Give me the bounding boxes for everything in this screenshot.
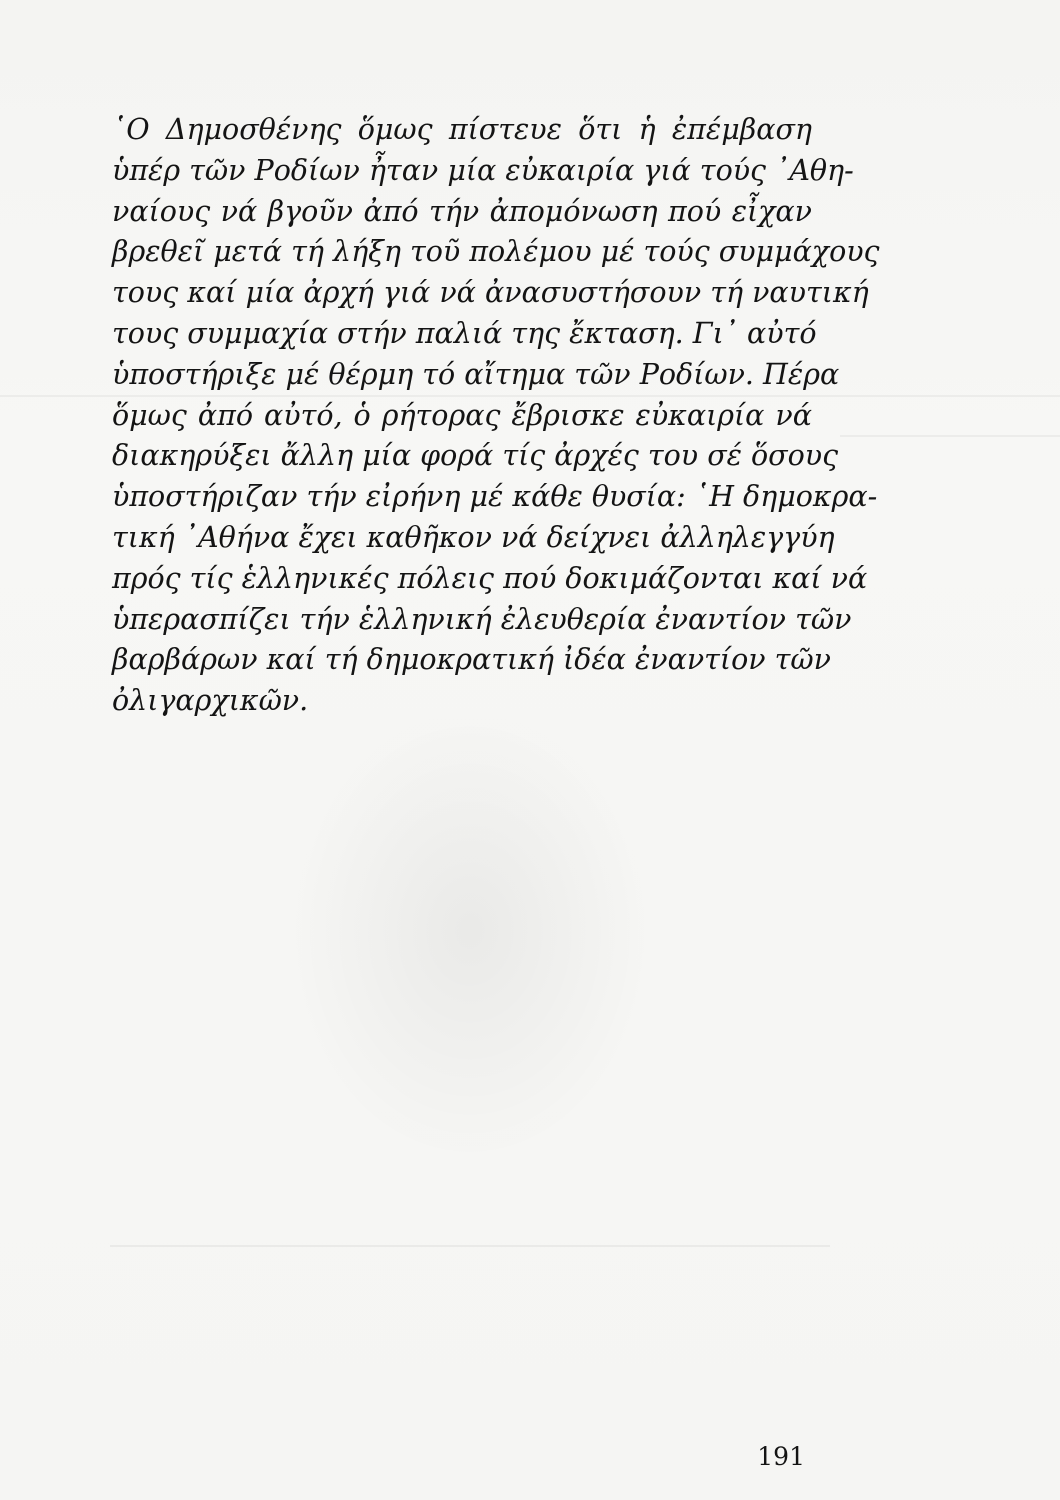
page-number: 191 <box>757 1442 805 1471</box>
text-line: ὑποστήριξε μέ θέρμη τό αἴτημα τῶν Ροδίων. Πέρα <box>112 357 840 391</box>
text-line: τική ᾿Αθήνα ἔχει καθῆκον νά δείχνει ἀλληλεγγύη <box>112 520 835 554</box>
text-line: ὑπέρ τῶν Ροδίων ἦταν μία εὐκαιρία γιά τούς ᾿Αθη- <box>112 153 854 187</box>
show-through-line <box>110 1245 830 1247</box>
text-line: ὑπερασπίζει τήν ἑλληνική ἐλευθερία ἐναντίον τῶν <box>112 602 852 636</box>
text-line: βαρβάρων καί τή δημοκρατική ἰδέα ἐναντίον τῶν <box>112 643 831 677</box>
text-line: διακηρύξει ἄλλη μία φορά τίς ἀρχές του σέ ὅσους <box>112 439 839 473</box>
text-line: ναίους νά βγοῦν ἀπό τήν ἀπομόνωση πού εἶχαν <box>112 194 812 228</box>
main-paragraph <box>112 110 880 722</box>
text-line: ῾Ο Δημοσθένης ὅμως πίστευε ὅτι ἡ ἐπέμβαση <box>112 113 812 146</box>
text-line: ὀλιγαρχικῶν. <box>112 684 309 718</box>
text-line: ὑποστήριζαν τήν εἰρήνη μέ κάθε θυσία: ῾Η δημοκρα- <box>112 480 878 514</box>
text-line: τους καί μία ἀρχή γιά νά ἀνασυστήσουν τή ναυτική <box>112 276 869 310</box>
text-line: τους συμμαχία στήν παλιά της ἔκταση. Γι᾿ αὐτό <box>112 316 817 350</box>
text-line: πρός τίς ἑλληνικές πόλεις πού δοκιμάζονται καί νά <box>112 561 868 595</box>
show-through-line <box>840 435 1060 437</box>
text-line: βρεθεῖ μετά τή λήξη τοῦ πολέμου μέ τούς συμμάχους <box>112 235 880 269</box>
text-line: ὅμως ἀπό αὐτό, ὁ ρήτορας ἔβρισκε εὐκαιρία νά <box>112 398 812 432</box>
